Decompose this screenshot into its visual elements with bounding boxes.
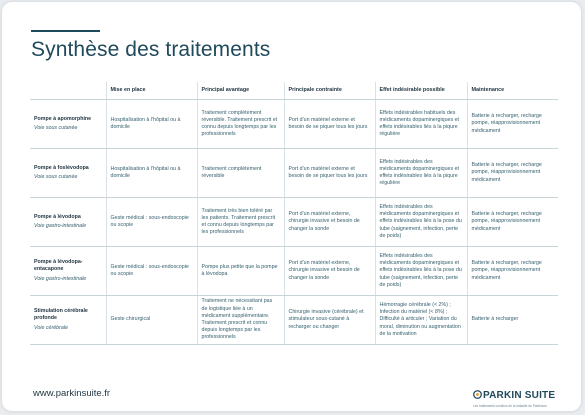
treatment-name: Stimulation cérébrale profonde (34, 308, 88, 322)
treatment-route: Voie gastro-intestinale (34, 223, 87, 229)
column-header-treatment (30, 82, 106, 100)
side-effect-cell: Effets indésirables habituels des médicaments dopaminergiques et effets indésirables liés à la piqure régulière (375, 100, 467, 149)
table-row (30, 198, 558, 247)
treatment-name: Pompe à foslévodopa (34, 164, 89, 171)
column-header-setup: Mise en place (106, 82, 197, 100)
setup-cell: Geste médical : sous-endoscopie ou scopie (106, 198, 197, 247)
constraint-cell: Port d'un matériel externe et besoin de se piquer tous les jours (284, 149, 375, 198)
parkinsuite-logo (473, 385, 563, 408)
website-link[interactable]: www.parkinsuite.fr (33, 388, 111, 399)
maintenance-cell: Batterie à recharger (467, 296, 558, 345)
table-row (30, 100, 558, 149)
column-header-maintenance: Maintenance (467, 82, 558, 100)
side-effect-cell: Effets indésirables des médicaments dopaminergiques et effets indésirables liés à la pose du tube (saignement, infection, perte de poids) (375, 247, 467, 296)
table-header-row (30, 82, 558, 100)
table-row (30, 247, 558, 296)
logo-tagline: Les traitements continus de la maladie de Parkinson (473, 404, 547, 408)
summary-card (2, 2, 581, 411)
table-row (30, 149, 558, 198)
setup-cell: Geste chirurgical (106, 296, 197, 345)
treatment-cell (30, 296, 106, 345)
constraint-cell: Chirurgie invasive (cérébrale) et stimulateur sous-cutané à recharger ou changer (284, 296, 375, 345)
maintenance-cell: Batterie à recharger, recharge pompe, réapprovisionnement médicament (467, 247, 558, 296)
constraint-cell: Port d'un matériel externe et besoin de se piquer tous les jours (284, 100, 375, 149)
treatment-name: Pompe à lévodopa-entacapone (34, 259, 83, 273)
treatment-cell (30, 198, 106, 247)
treatments-table (30, 82, 558, 345)
treatment-name: Pompe à lévodopa (34, 213, 81, 220)
setup-cell: Hospitalisation à l'hôpital ou à domicile (106, 149, 197, 198)
treatment-cell (30, 247, 106, 296)
treatment-route: Voie cérébrale (34, 324, 68, 331)
advantage-cell: Traitement complètement réversible. Traitement prescrit et connu depuis longtemps par les professionnels (197, 100, 284, 149)
constraint-cell: Port d'un matériel externe, chirurgie invasive et besoin de changer la sonde (284, 247, 375, 296)
column-header-advantage: Principal avantage (197, 82, 284, 100)
maintenance-cell: Batterie à recharger, recharge pompe, réapprovisionnement médicament (467, 198, 558, 247)
maintenance-cell: Batterie à recharger, recharge pompe, réapprovisionnement médicament (467, 149, 558, 198)
title-accent-rule (31, 30, 100, 32)
treatment-cell (30, 100, 106, 149)
treatment-route: Voie sous cutanée (34, 174, 78, 180)
advantage-cell: Traitement très bien toléré par les patients. Traitement prescrit et connu depuis longtemps par les professionnels (197, 198, 284, 247)
advantage-cell: Pompe plus petite que la pompe à lévodopa (197, 247, 284, 296)
treatment-route: Voie gastro-intestinale (34, 275, 87, 282)
constraint-cell: Port d'un matériel externe, chirurgie invasive et besoin de changer la sonde (284, 198, 375, 247)
setup-cell: Geste médical : sous-endoscopie ou scopie (106, 247, 197, 296)
side-effect-cell: Hémorragie cérébrale (< 2%) ; Infection du matériel (< 8%) ; Difficulté à articuler ; Variation du moral, diminution ou augmentation de la motivation (375, 296, 467, 345)
side-effect-cell: Effets indésirables des médicaments dopaminergiques et effets indésirables liés à la pose du tube (saignement, infection, perte de poids) (375, 198, 467, 247)
side-effect-cell: Effets indésirables des médicaments dopaminergiques et effets indésirables liés à la piqure régulière (375, 149, 467, 198)
logo-text: PARKIN SUITE (483, 390, 556, 401)
logo-icon (473, 390, 482, 399)
setup-cell: Hospitalisation à l'hôpital ou à domicile (106, 100, 197, 149)
treatment-route: Voie sous cutanée (34, 125, 78, 131)
treatment-name: Pompe à apomorphine (34, 115, 92, 122)
treatment-cell (30, 149, 106, 198)
advantage-cell: Traitement complètement réversible (197, 149, 284, 198)
column-header-side-effect: Effet indésirable possible (375, 82, 467, 100)
table-row (30, 296, 558, 345)
column-header-constraint: Principale contrainte (284, 82, 375, 100)
advantage-cell: Traitement ne nécessitant pas de logistique liée à un médicament supplémentaire. Traitement prescrit et connu depuis longtemps par les professionnels (197, 296, 284, 345)
maintenance-cell: Batterie à recharger, recharge pompe, réapprovisionnement médicament (467, 100, 558, 149)
page-title: Synthèse des traitements (31, 38, 271, 61)
